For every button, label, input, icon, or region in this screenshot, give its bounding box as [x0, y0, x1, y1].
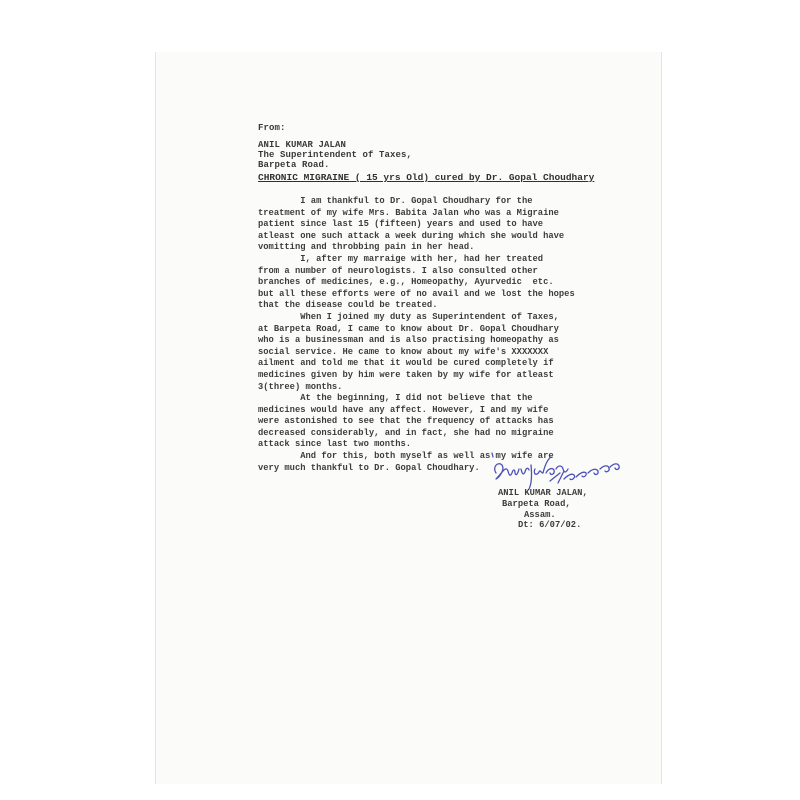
- subject-heading: CHRONIC MIGRAINE ( 15 yrs Old) cured by Dr. Gopal Choudhary: [258, 172, 595, 183]
- from-label: From:: [258, 123, 286, 133]
- body-line: When I joined my duty as Superintendent of Taxes,: [258, 311, 559, 322]
- closing-name: ANIL KUMAR JALAN,: [498, 488, 588, 498]
- sender-place: Barpeta Road.: [258, 160, 330, 170]
- body-line: treatment of my wife Mrs. Babita Jalan who was a Migraine: [258, 207, 559, 218]
- body-line: And for this, both myself as well as my wife are: [258, 451, 554, 462]
- closing-state: Assam.: [524, 509, 556, 520]
- letter-date: Dt: 6/07/02.: [518, 520, 582, 531]
- body-line: medicines given by him were taken by my wife for atleast: [258, 369, 554, 380]
- body-line: social service. He came to know about my wife's XXXXXXX: [258, 346, 549, 357]
- handwritten-signature: [488, 443, 638, 491]
- sender-name: ANIL KUMAR JALAN: [258, 140, 347, 150]
- body-line: decreased considerably, and in fact, she had no migraine: [258, 427, 554, 438]
- body-line: 3(three) months.: [258, 381, 343, 392]
- body-line: ailment and told me that it would be cured completely if: [258, 358, 554, 369]
- letter-body: [258, 196, 588, 474]
- body-line: I am thankful to Dr. Gopal Choudhary for the: [258, 196, 533, 206]
- body-line: branches of medicines, e.g., Homeopathy, Ayurvedic etc.: [258, 277, 554, 288]
- body-line: at Barpeta Road, I came to know about Dr. Gopal Choudhary: [258, 323, 559, 334]
- body-line: but all these efforts were of no avail and we lost the hopes: [258, 288, 575, 299]
- sender-title: The Superintendent of Taxes,: [258, 150, 413, 160]
- closing-block: [498, 488, 588, 531]
- body-line: atleast one such attack a week during which she would have: [258, 230, 565, 241]
- body-line: who is a businessman and is also practising homeopathy as: [258, 335, 559, 346]
- body-line: patient since last 15 (fifteen) years and used to have: [258, 219, 544, 230]
- body-line: At the beginning, I did not believe that the: [258, 393, 533, 404]
- body-line: vomitting and throbbing pain in her head.: [258, 242, 475, 253]
- body-line: from a number of neurologists. I also consulted other: [258, 265, 538, 276]
- body-line: were astonished to see that the frequency of attacks has: [258, 416, 554, 427]
- closing-place: Barpeta Road,: [502, 498, 571, 509]
- body-line: very much thankful to Dr. Gopal Choudhary.: [258, 462, 480, 473]
- body-line: I, after my marraige with her, had her treated: [258, 253, 544, 264]
- body-line: attack since last two months.: [258, 439, 412, 450]
- body-line: medicines would have any affect. However, I and my wife: [258, 404, 549, 415]
- body-line: that the disease could be treated.: [258, 300, 438, 311]
